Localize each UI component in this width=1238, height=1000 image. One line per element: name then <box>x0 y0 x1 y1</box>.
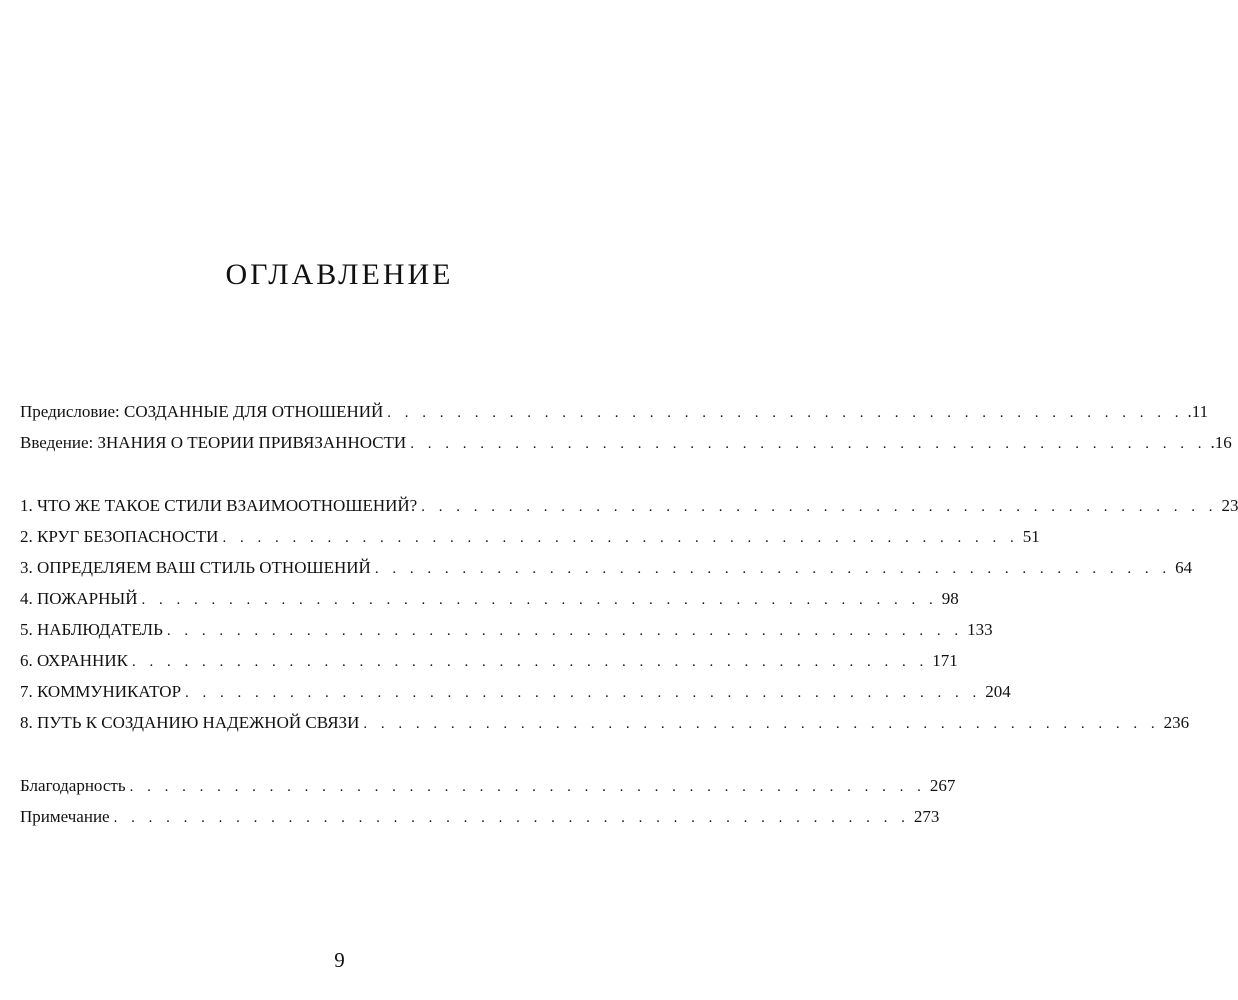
dot-leader: . . . . . . . . . . . . . . . . . . . . . . . . . . . . . . . . . . . . . . . . . . . . . . <box>222 530 1019 546</box>
toc-entry-page: 133 <box>967 620 993 639</box>
toc-entry-acknowledgements <box>20 770 956 801</box>
toc-entry-page: 171 <box>932 651 958 670</box>
toc-entry-page: 51 <box>1022 527 1040 546</box>
dot-leader: . . . . . . . . . . . . . . . . . . . . . . . . . . . . . . . . . . . . . . . . . . . . . . <box>374 561 1172 577</box>
toc-entry-introduction <box>20 427 1232 458</box>
toc-entry-label: 5. НАБЛЮДАТЕЛЬ <box>20 620 163 639</box>
toc-entry-chapter-5 <box>20 614 993 645</box>
dot-leader: . . . . . . . . . . . . . . . . . . . . . . . . . . . . . . . . . . . . . . . . . . . . . . <box>410 436 1207 452</box>
toc-entry-page: 236 <box>1163 713 1190 732</box>
toc-entry-chapter-1 <box>20 490 1238 521</box>
toc-entry-label: Введение: ЗНАНИЯ О ТЕОРИИ ПРИВЯЗАННОСТИ <box>20 433 407 452</box>
toc-entry-label: 7. КОММУНИКАТОР <box>20 682 182 701</box>
page-number: 9 <box>334 948 345 972</box>
toc-entry-label: 4. ПОЖАРНЫЙ <box>20 589 138 608</box>
toc-entry-page: 273 <box>913 807 940 826</box>
toc-entry-label: 1. ЧТО ЖЕ ТАКОЕ СТИЛИ ВЗАИМООТНОШЕНИЙ? <box>20 496 418 515</box>
dot-leader: . . . . . . . . . . . . . . . . . . . . . . . . . . . . . . . . . . . . . . . . . . . . . . <box>113 810 910 826</box>
toc-entry-label: 3. ОПРЕДЕЛЯЕМ ВАШ СТИЛЬ ОТНОШЕНИЙ <box>20 558 371 577</box>
toc-entry-label: 8. ПУТЬ К СОЗДАНИЮ НАДЕЖНОЙ СВЯЗИ <box>20 713 360 732</box>
toc-entry-chapter-6 <box>20 645 958 676</box>
dot-leader: . . . . . . . . . . . . . . . . . . . . . . . . . . . . . . . . . . . . . . . . . . . . . . <box>185 685 982 701</box>
page-title: ОГЛАВЛЕНИЕ <box>225 258 454 291</box>
table-of-contents <box>20 396 1238 832</box>
toc-entry-page: 204 <box>985 682 1011 701</box>
toc-entry-page: .11 <box>1187 402 1209 421</box>
toc-entry-chapter-7 <box>20 676 1011 707</box>
toc-entry-page: 64 <box>1175 558 1193 577</box>
dot-leader: . . . . . . . . . . . . . . . . . . . . . . . . . . . . . . . . . . . . . . . . . . . . . . <box>141 592 938 608</box>
section-spacer <box>20 738 604 770</box>
toc-entry-chapter-3 <box>20 552 1193 583</box>
toc-entry-page: 23 <box>1221 496 1238 515</box>
toc-entry-chapter-8 <box>20 707 1190 738</box>
toc-entry-label: 6. ОХРАННИК <box>20 651 128 670</box>
dot-leader: . . . . . . . . . . . . . . . . . . . . . . . . . . . . . . . . . . . . . . . . . . . . . . <box>363 716 1160 732</box>
toc-entry-notes <box>20 801 940 832</box>
toc-entry-preface <box>20 396 1209 427</box>
toc-entry-chapter-2 <box>20 521 1040 552</box>
toc-entry-label: Предисловие: СОЗДАННЫЕ ДЛЯ ОТНОШЕНИЙ <box>20 402 384 421</box>
dot-leader: . . . . . . . . . . . . . . . . . . . . . . . . . . . . . . . . . . . . . . . . . . . . . . <box>421 499 1218 515</box>
toc-entry-chapter-4 <box>20 583 959 614</box>
toc-entry-label: Примечание <box>20 807 110 826</box>
toc-entry-label: 2. КРУГ БЕЗОПАСНОСТИ <box>20 527 219 546</box>
toc-entry-page: 98 <box>941 589 959 608</box>
dot-leader: . . . . . . . . . . . . . . . . . . . . . . . . . . . . . . . . . . . . . . . . . . . . . . <box>166 623 964 639</box>
toc-entry-page: 267 <box>929 776 956 795</box>
section-spacer <box>20 458 604 490</box>
dot-leader: . . . . . . . . . . . . . . . . . . . . . . . . . . . . . . . . . . . . . . . . . . . . . . <box>387 405 1184 421</box>
dot-leader: . . . . . . . . . . . . . . . . . . . . . . . . . . . . . . . . . . . . . . . . . . . . . . <box>129 779 926 795</box>
toc-entry-page: .16 <box>1210 433 1232 452</box>
dot-leader: . . . . . . . . . . . . . . . . . . . . . . . . . . . . . . . . . . . . . . . . . . . . . . <box>131 654 929 670</box>
toc-entry-label: Благодарность <box>20 776 126 795</box>
